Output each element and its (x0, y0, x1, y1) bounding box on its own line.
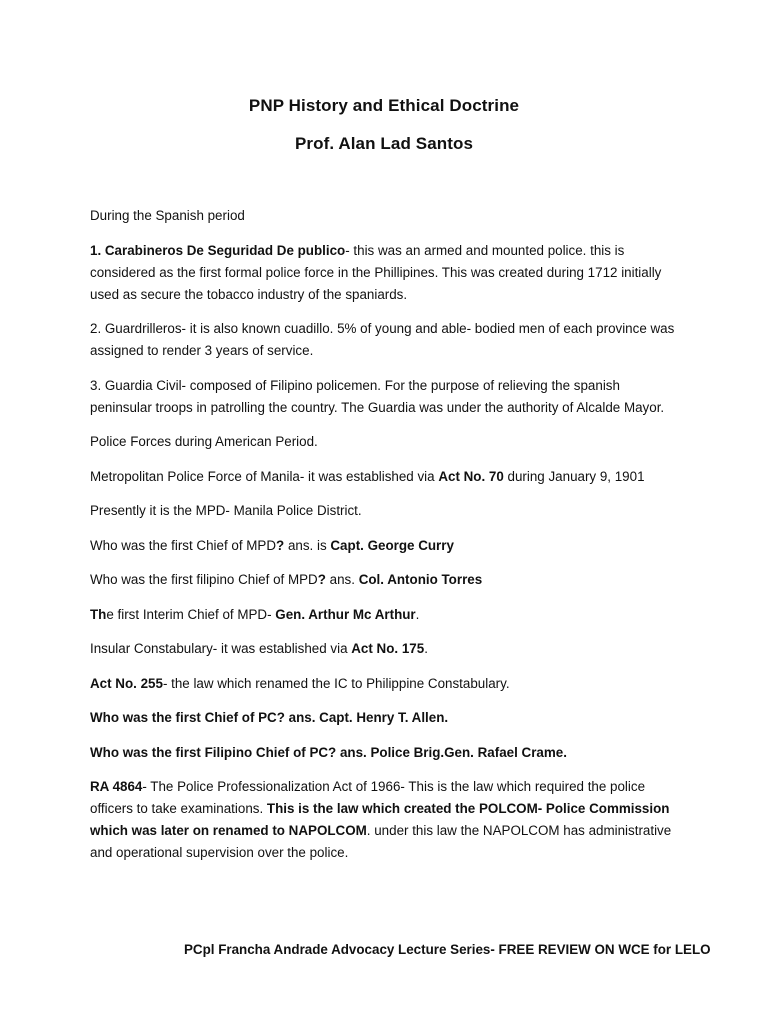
insular-end: . (424, 641, 428, 656)
carabineros-label: 1. Carabineros De Seguridad De publico (90, 242, 346, 258)
metropolitan-act: Act No. 70 (438, 468, 504, 484)
first-filipino-pc-chief-paragraph (90, 742, 680, 764)
metropolitan-text: Metropolitan Police Force of Manila- it was established via (90, 468, 439, 484)
insular-text: Insular Constabulary- it was established via (90, 641, 352, 656)
first-pc-chief-text: Who was the first Chief of PC? ans. Capt. Henry T. Allen. (90, 710, 449, 725)
guardia-civil-paragraph: 3. Guardia Civil- composed of Filipino policemen. For the purpose of relieving the spanish peninsular troops in patrolling the country. The Guardia was under the authority of Alcalde Mayor. (90, 377, 665, 415)
insular-act: Act No. 175 (351, 641, 425, 656)
document-title: PNP History and Ethical Doctrine (248, 96, 520, 115)
document-footer: PCpl Francha Andrade Advocacy Lecture Series- FREE REVIEW ON WCE for LELO (184, 942, 711, 957)
first-pc-chief-paragraph (90, 707, 680, 729)
presently-paragraph: Presently it is the MPD- Manila Police District. (90, 503, 362, 518)
act255-act: Act No. 255 (90, 675, 163, 691)
first-chief-paragraph (90, 535, 680, 557)
document-body (90, 205, 680, 877)
carabineros-paragraph (90, 240, 680, 306)
first-filipino-chief-mark: ? (317, 572, 326, 587)
first-chief-question: Who was the first Chief of MPD (90, 537, 277, 553)
first-filipino-chief-question: Who was the first filipino Chief of MPD (90, 572, 318, 587)
first-filipino-pc-chief-text: Who was the first Filipino Chief of PC? ans. Police Brig.Gen. Rafael Crame. (90, 744, 567, 760)
american-period-paragraph: Police Forces during American Period. (90, 434, 318, 449)
first-chief-mark: ? (276, 537, 285, 553)
first-filipino-chief-name: Col. Antonio Torres (358, 572, 483, 587)
first-chief-ans: ans. is (284, 537, 331, 553)
first-filipino-chief-paragraph (90, 569, 680, 591)
intro-paragraph: During the Spanish period (90, 208, 245, 223)
act255-text: - the law which renamed the IC to Philippine Constabulary. (162, 675, 510, 691)
ra4864-bold: This is the law which created the POLCOM- Police Commission which was later on renamed to NAPOLCOM (90, 801, 670, 838)
insular-paragraph (90, 638, 680, 660)
carabineros-text: - this was an armed and mounted police. this is considered as the first formal police force in the Phillipines. This was created during 1712 initially used as secure the tobacco industry of the spaniards. (90, 242, 662, 302)
ra4864-paragraph (90, 776, 680, 864)
metropolitan-date: during January 9, 1901 (503, 468, 645, 484)
interim-chief-the: Th (90, 606, 107, 622)
interim-chief-paragraph (90, 604, 680, 626)
act255-paragraph (90, 673, 680, 695)
interim-chief-name: Gen. Arthur Mc Arthur (275, 606, 416, 622)
interim-chief-end: . (415, 606, 420, 622)
interim-chief-text: e first Interim Chief of MPD- (106, 606, 276, 622)
metropolitan-paragraph (90, 466, 680, 488)
guardrilleros-paragraph: 2. Guardrilleros- it is also known cuadillo. 5% of young and able- bodied men of each province was assigned to render 3 years of service. (90, 321, 675, 358)
ra4864-text2: . under this law the NAPOLCOM has administrative and operational supervision over the police. (90, 823, 672, 860)
first-filipino-chief-ans: ans. (325, 572, 359, 587)
document-author: Prof. Alan Lad Santos (294, 134, 474, 153)
ra4864-label: RA 4864 (90, 779, 143, 794)
ra4864-text1: - The Police Professionalization Act of 1966- This is the law which required the police officers to take examinations. (90, 779, 646, 816)
first-chief-name: Capt. George Curry (330, 537, 454, 553)
